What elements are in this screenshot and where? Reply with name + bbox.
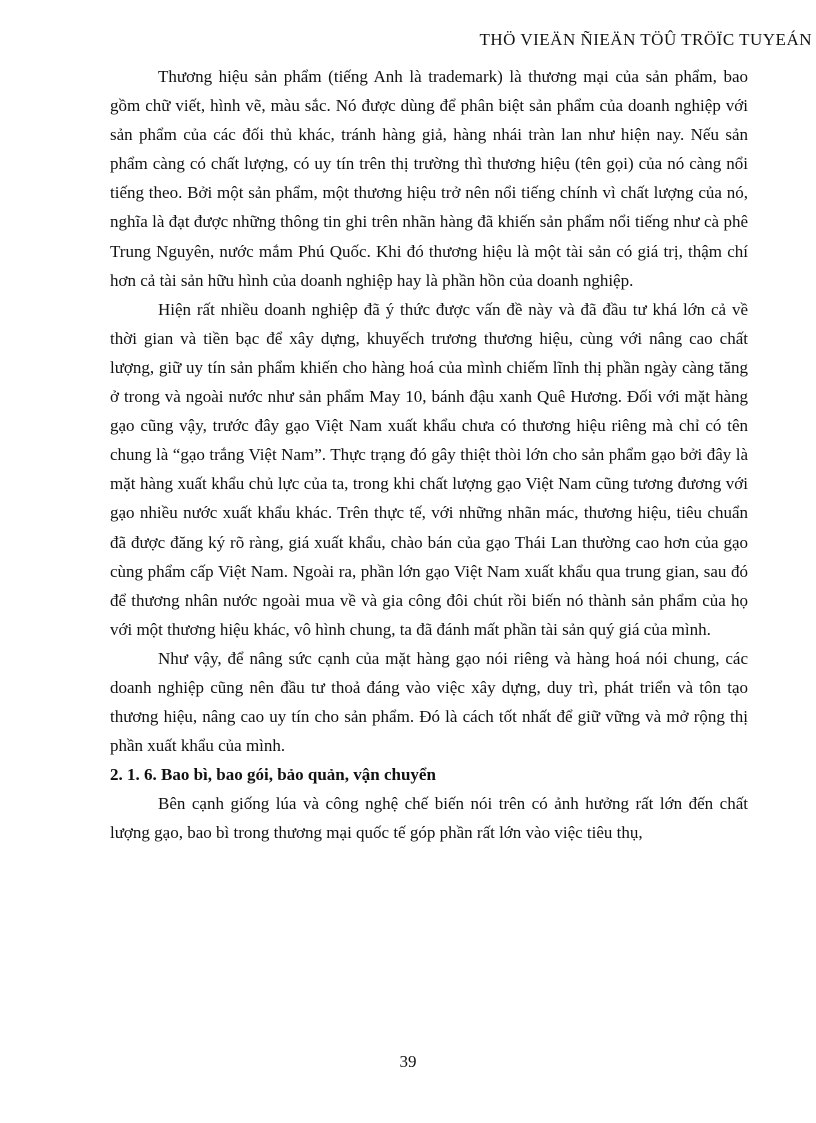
paragraph-trademark: Thương hiệu sản phẩm (tiếng Anh là trademark) là thương mại của sản phẩm, bao gồm chữ viết, hình vẽ, màu sắc. Nó được dùng để phân biệt sản phẩm của doanh nghiệp với sản phẩm của các đối thủ khác, tránh hàng giả, hàng nhái tràn lan như hiện nay. Nếu sản phẩm càng có chất lượng, có uy tín trên thị trường thì thương hiệu (tên gọi) của nó càng nổi tiếng theo. Bởi một sản phẩm, một thương hiệu trở nên nổi tiếng chính vì chất lượng của nó, nghĩa là đạt được những thông tin ghi trên nhãn hàng đã khiến sản phẩm nổi tiếng như cà phê Trung Nguyên, nước mắm Phú Quốc. Khi đó thương hiệu là một tài sản có giá trị, thậm chí hơn cả tài sản hữu hình của doanh nghiệp hay là phần hồn của doanh nghiệp. <box>110 67 748 290</box>
paragraph-conclusion: Như vậy, để nâng sức cạnh của mặt hàng gạo nói riêng và hàng hoá nói chung, các doanh nghiệp cũng nên đầu tư thoả đáng vào việc xây dựng, duy trì, phát triển và tôn tạo thương hiệu, nâng cao uy tín cho sản phẩm. Đó là cách tốt nhất để giữ vững và mở rộng thị phần xuất khẩu của mình. <box>110 648 748 756</box>
page-number: 39 <box>399 1052 417 1071</box>
paragraph-packaging: Bên cạnh giống lúa và công nghệ chế biến nói trên có ảnh hưởng rất lớn đến chất lượng gạo, bao bì trong thương mại quốc tế góp phần rất lớn vào việc tiêu thụ, <box>110 794 748 843</box>
paragraph-business-awareness: Hiện rất nhiều doanh nghiệp đã ý thức được vấn đề này và đã đầu tư khá lớn cả về thời gian và tiền bạc để xây dựng, khuyếch trương thương hiệu, cùng với nâng cao chất lượng, giữ uy tín sản phẩm khiến cho hàng hoá của mình chiếm lĩnh thị phần ngày càng tăng ở trong và ngoài nước như sản phẩm May 10, bánh đậu xanh Quê Hương. Đối với mặt hàng gạo cũng vậy, trước đây gạo Việt Nam xuất khẩu chưa có thương hiệu riêng mà chỉ có tên chung là “gạo trắng Việt Nam”. Thực trạng đó gây thiệt thòi lớn cho sản phẩm gạo bởi đây là mặt hàng xuất khẩu chủ lực của ta, trong khi chất lượng gạo Việt Nam cũng tương đương với gạo nhiều nước xuất khẩu khác. Trên thực tế, với những nhãn mác, thương hiệu, tiêu chuẩn đã được đăng ký rõ ràng, giá xuất khẩu, chào bán của gạo Thái Lan thường cao hơn của gạo cùng phẩm cấp Việt Nam. Ngoài ra, phần lớn gạo Việt Nam xuất khẩu qua trung gian, sau đó để thương nhân nước ngoài mua về và gia công đôi chút rồi biến nó thành sản phẩm của họ với một thương hiệu khác, vô hình chung, ta đã đánh mất phần tài sản quý giá của mình. <box>110 299 748 639</box>
page-header: THÖ VIEÄN ÑIEÄN TÖÛ TRÖÏC TUYEÁN <box>479 30 812 49</box>
page-body <box>110 62 748 848</box>
section-heading: 2. 1. 6. Bao bì, bao gói, bảo quản, vận chuyển <box>110 765 436 785</box>
